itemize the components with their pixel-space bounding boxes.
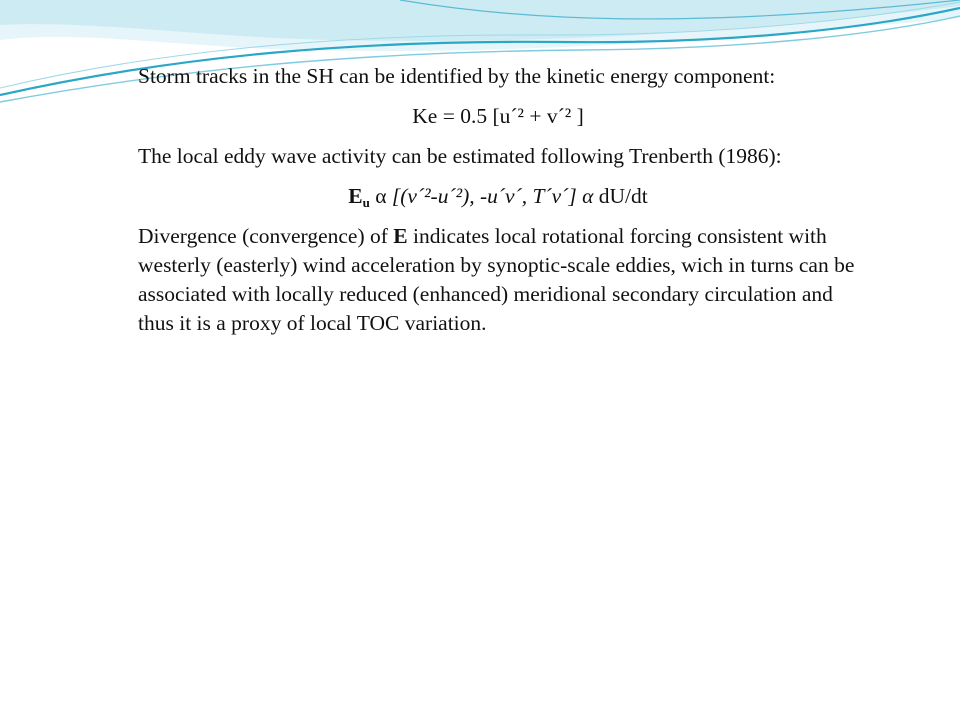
equation-eliassen-palm — [138, 182, 858, 211]
equation-kinetic-energy: Ke = 0.5 [u´² + v´² ] — [412, 104, 584, 128]
e-vector-symbol: E — [348, 184, 363, 208]
paragraph-storm-tracks: Storm tracks in the SH can be identified by the kinetic energy component: — [138, 64, 776, 88]
divergence-text-pre: Divergence (convergence) of — [138, 224, 394, 248]
divergence-text-post: indicates local rotational forcing consistent with westerly (easterly) wind acceleration by synoptic-scale eddies, wich in turns can be associated with locally reduced (enhanced) meridional secondary circulation and thus it is a proxy of local TOC variation. — [138, 224, 855, 335]
paragraph-eddy-activity: The local eddy wave activity can be estimated following Trenberth (1986): — [138, 144, 782, 168]
slide-content — [138, 62, 858, 349]
proportional-symbol-2: α — [582, 184, 594, 208]
e-vector-subscript: u — [362, 195, 370, 210]
proportional-symbol-1: α — [375, 184, 387, 208]
divergence-e-symbol: E — [393, 224, 408, 248]
wind-acceleration: dU/dt — [598, 184, 648, 208]
e-vector-components: [(v´²-u´²), -u´v´, T´v´] — [391, 184, 577, 208]
paragraph-divergence — [138, 222, 858, 338]
